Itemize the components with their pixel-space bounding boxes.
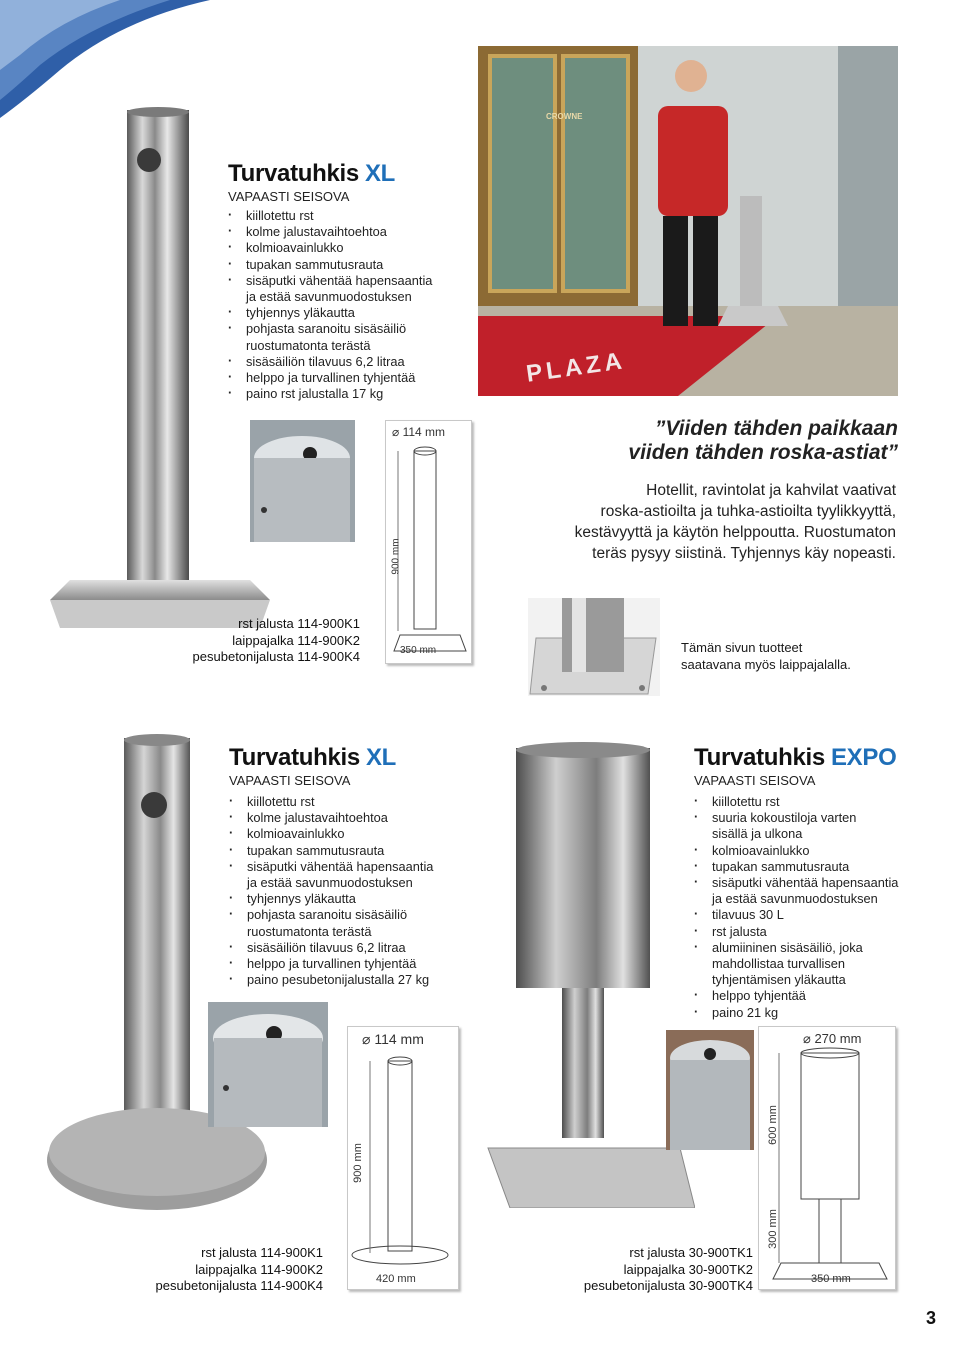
xl-subtitle-1: VAPAASTI SEISOVA xyxy=(228,189,350,204)
feature-item: · sisäsäiliön tilavuus 6,2 litraa xyxy=(229,940,433,956)
expo-title: Turvatuhkis EXPO xyxy=(694,744,897,771)
expo-feature-list xyxy=(694,794,898,1021)
feature-item: · alumiininen sisäsäiliö, joka xyxy=(694,940,898,956)
feature-item: ja estää savunmuodostuksen xyxy=(712,891,878,907)
order-code: laippajalka 30-900TK2 xyxy=(623,1261,753,1277)
feature-item: · tilavuus 30 L xyxy=(694,907,898,923)
expo-bin-photo xyxy=(480,738,695,1208)
note-line: Tämän sivun tuotteet xyxy=(681,640,803,655)
xl-top-detail-photo-2 xyxy=(208,1002,328,1127)
expo-height-bottom-label: 300 mm xyxy=(766,1209,779,1249)
feature-item: · paino 21 kg xyxy=(694,1005,898,1021)
note-line: saatavana myös laippajalalla. xyxy=(681,656,851,672)
feature-item: ja estää savunmuodostuksen xyxy=(246,289,412,305)
feature-item: · tupakan sammutusrauta xyxy=(228,257,432,273)
expo-height-top-label: 600 mm xyxy=(766,1105,779,1145)
xl-dimension-diagram-1 xyxy=(385,420,472,664)
diameter-label-1: ⌀ 114 mm xyxy=(392,425,446,439)
expo-subtitle: VAPAASTI SEISOVA xyxy=(694,773,816,788)
feature-item: · pohjasta saranoitu sisäsäiliö xyxy=(229,907,433,923)
xl-feature-list-2 xyxy=(229,794,433,988)
feature-item: ruostumatonta terästä xyxy=(247,923,372,939)
feature-item: · helppo ja turvallinen tyhjentää xyxy=(229,956,433,972)
plaza-carpet-text: PLAZA xyxy=(524,347,628,388)
order-code: pesubetonijalusta 30-900TK4 xyxy=(583,1278,753,1293)
feature-item: · kolmioavainlukko xyxy=(228,240,432,256)
feature-item: · pohjasta saranoitu sisäsäiliö xyxy=(228,321,432,337)
xl-title-1: Turvatuhkis XL xyxy=(228,160,396,187)
feature-item: mahdollistaa turvallisen xyxy=(712,956,846,972)
feature-item: · rst jalusta xyxy=(694,924,898,940)
feature-item: · tupakan sammutusrauta xyxy=(694,859,898,875)
feature-item: · kiillotettu rst xyxy=(228,208,432,224)
xl-top-detail-photo-1 xyxy=(250,420,355,542)
width-label-2: 420 mm xyxy=(376,1273,416,1285)
xl-title-2: Turvatuhkis XL xyxy=(229,744,397,771)
order-code: laippajalka 114-900K2 xyxy=(195,1261,323,1277)
hero-quote xyxy=(628,417,898,465)
feature-item: · sisäputki vähentää hapensaantia xyxy=(694,875,898,891)
quote-line: ”Viiden tähden paikkaan xyxy=(654,417,898,440)
feature-item: · helppo ja turvallinen tyhjentää xyxy=(228,370,432,386)
order-code: pesubetonijalusta 114-900K4 xyxy=(155,1278,323,1293)
xl-order-codes-1 xyxy=(193,616,360,666)
xl-subtitle-2: VAPAASTI SEISOVA xyxy=(229,773,351,788)
feature-item: · helppo tyhjentää xyxy=(694,988,898,1004)
paragraph-line: roska-astioilta ja tuhka-astioilta tyylikkyyttä, xyxy=(600,503,896,520)
feature-item: · kiillotettu rst xyxy=(229,794,433,810)
height-label-2: 900 mm xyxy=(351,1143,364,1183)
feature-item: · kolmioavainlukko xyxy=(229,826,433,842)
height-label-1: 900 mm xyxy=(390,538,402,575)
feature-item: ruostumatonta terästä xyxy=(246,337,371,353)
crowne-sign-text: CROWNE xyxy=(546,112,583,121)
feature-item: · tupakan sammutusrauta xyxy=(229,843,433,859)
expo-top-detail-photo xyxy=(666,1030,754,1150)
feature-item: · kolme jalustavaihtoehtoa xyxy=(229,810,433,826)
order-code: rst jalusta 114-900K1 xyxy=(201,1245,323,1260)
feature-item: · tyhjennys yläkautta xyxy=(229,891,433,907)
hero-paragraph xyxy=(575,480,896,564)
feature-item: · tyhjennys yläkautta xyxy=(228,305,432,321)
feature-item: ja estää savunmuodostuksen xyxy=(247,875,413,891)
feature-item: tyhjentämisen yläkautta xyxy=(712,972,846,988)
feature-item: · sisäsäiliön tilavuus 6,2 litraa xyxy=(228,354,432,370)
diameter-label-2: ⌀ 114 mm xyxy=(362,1031,424,1047)
flange-note xyxy=(681,640,851,673)
order-code: rst jalusta 30-900TK1 xyxy=(629,1245,753,1260)
width-label-1: 350 mm xyxy=(400,645,437,656)
expo-order-codes xyxy=(584,1245,753,1295)
feature-item: · paino pesubetonijalustalla 27 kg xyxy=(229,972,433,988)
quote-line: viiden tähden roska-astiat” xyxy=(628,441,898,464)
feature-item: · kolme jalustavaihtoehtoa xyxy=(228,224,432,240)
expo-width-label: 350 mm xyxy=(811,1273,851,1285)
xl-dimension-diagram-2 xyxy=(347,1026,459,1290)
feature-item: · kiillotettu rst xyxy=(694,794,898,810)
feature-item: · sisäputki vähentää hapensaantia xyxy=(229,859,433,875)
paragraph-line: Hotellit, ravintolat ja kahvilat vaativat xyxy=(646,482,896,499)
feature-item: · sisäputki vähentää hapensaantia xyxy=(228,273,432,289)
paragraph-line: teräs pysyy siistinä. Tyhjennys käy nopeasti. xyxy=(592,545,896,562)
xl-feature-list-1 xyxy=(228,208,432,402)
hotel-doorman-photo xyxy=(478,46,898,396)
order-code: pesubetonijalusta 114-900K4 xyxy=(192,649,360,664)
order-code: rst jalusta 114-900K1 xyxy=(238,616,360,631)
expo-dimension-diagram xyxy=(758,1026,896,1290)
flange-base-photo xyxy=(528,598,660,696)
feature-item: · kolmioavainlukko xyxy=(694,843,898,859)
page-number: 3 xyxy=(926,1308,937,1328)
feature-item: · paino rst jalustalla 17 kg xyxy=(228,386,432,402)
order-code: laippajalka 114-900K2 xyxy=(232,632,360,648)
paragraph-line: kestävyyttä ja käytön helppoutta. Ruostumaton xyxy=(574,524,896,541)
xl-order-codes-2 xyxy=(156,1245,323,1295)
feature-item: · suuria kokoustiloja varten xyxy=(694,810,898,826)
expo-diameter-label: ⌀ 270 mm xyxy=(803,1031,862,1046)
feature-item: sisällä ja ulkona xyxy=(712,826,803,842)
